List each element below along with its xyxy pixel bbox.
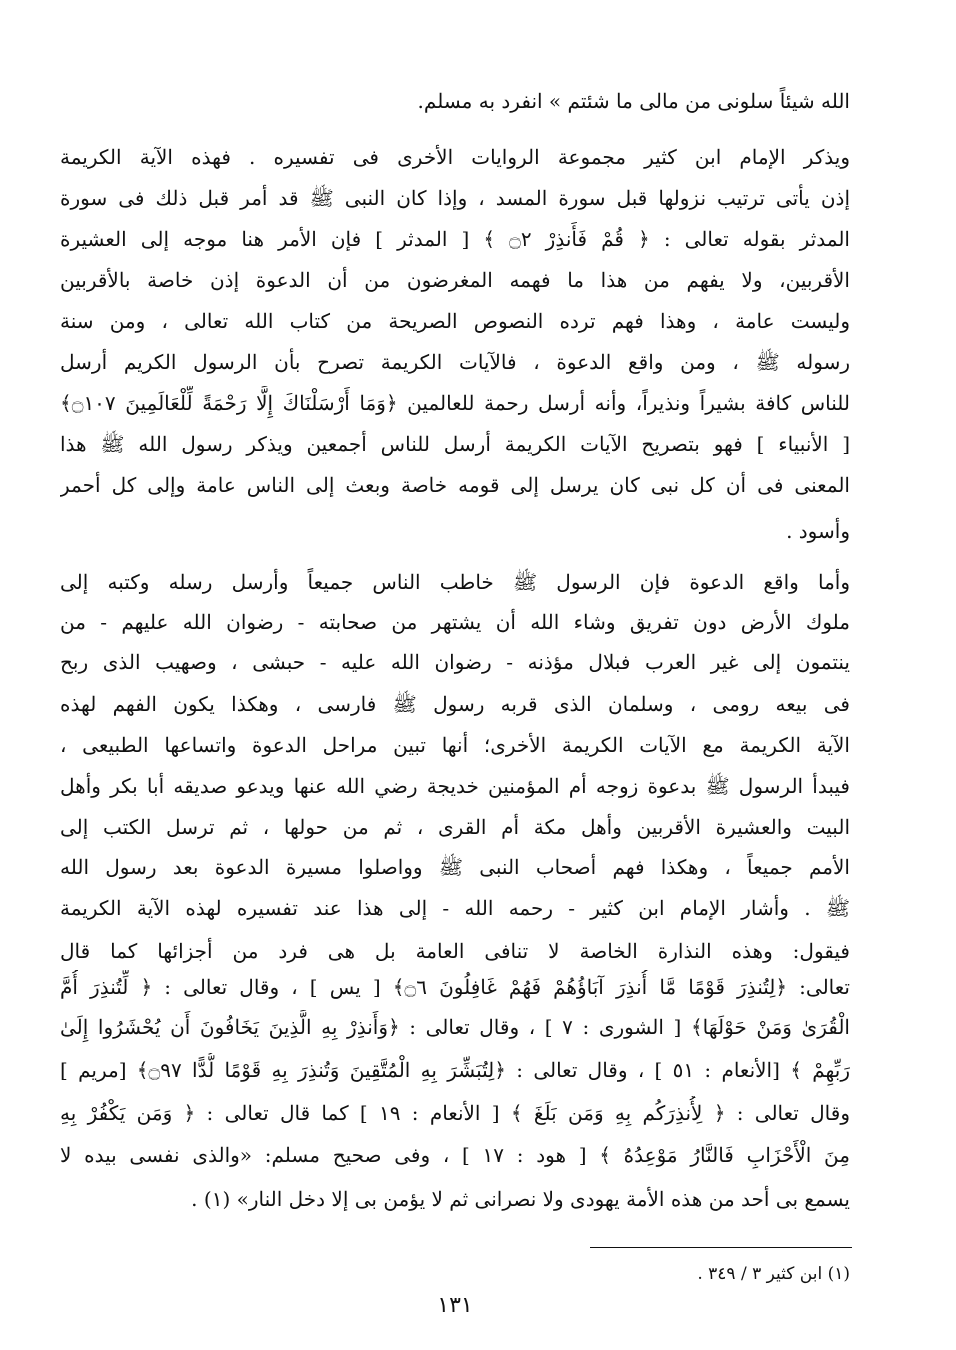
text-line: وأما واقع الدعوة فإن الرسول ﷺ خاطب الناس جميعاً وأرسل رسله وكتبه إلى [60, 570, 850, 594]
text-line: الآية الكريمة مع الآيات الكريمة الأخرى؛ أنها تبين مراحل الدعوة واتساعها الطبيعى ، [60, 733, 850, 757]
text-line: فيقول: وهذه النذارة الخاصة لا تنافى العامة بل هى فرد من أجزائها كما قال [60, 939, 850, 963]
text-line: رَبِّهِمْ ﴾ [الأنعام : ٥١ ] ، وقال تعالى : ﴿لِتُبَشِّرَ بِهِ الْمُتَّقِينَ وَتُنذِرَ بِهِ قَوْمًا لُّدًّا ۝٩٧﴾ [مريم ] [60, 1058, 850, 1082]
text-line: الله شيئاً سلونى من مالى ما شئتم » انفرد به مسلم. [417, 89, 850, 113]
text-line: وأسود . [786, 519, 850, 543]
footnote-divider [590, 1247, 852, 1248]
text-line: فى بيعه رومى ، وسلمان الذى قربه رسول ﷺ فارسى ، وهكذا يكون الفهم لهذه [60, 692, 850, 716]
text-line: مِنَ الْأَحْزَابِ فَالنَّارُ مَوْعِدُهُ ﴾ [ هود : ١٧ ] ، وفى صحيح مسلم: «والذى نفسى بيده لا [60, 1143, 850, 1167]
text-line: الأقربين، ولا يفهم من هذا ما فهمه المغرضون من أن الدعوة إذن خاصة بالأقربين [60, 268, 850, 292]
text-line: وليست عامة ، وهذا فهم ترده النصوص الصريحة من كتاب الله تعالى ، ومن سنة [60, 309, 850, 333]
text-line: تعالى: ﴿لِتُنذِرَ قَوْمًا مَّا أُنذِرَ آبَاؤُهُمْ فَهُمْ غَافِلُونَ ۝٦﴾ [ يس ] ، وقال تعالى : ﴿ لِّتُنذِرَ أُمَّ [60, 975, 850, 999]
text-line: المدثر بقوله تعالى : ﴿ قُمْ فَأَنذِرْ ۝٢ ﴾ [ المدثر ] فإن الأمر هنا موجه إلى العشيرة [60, 227, 850, 251]
text-line: ويذكر الإمام ابن كثير مجموعة الروايات الأخرى فى تفسيره . فهذه الآية الكريمة [60, 145, 850, 169]
text-line: المعنى فى أن كل نبى كان يرسل إلى قومه خاصة وبعث إلى الناس عامة وإلى كل أحمر [60, 473, 850, 497]
text-line: ﷺ . وأشار الإمام ابن كثير - رحمه الله - إلى هذا عند تفسيره لهذه الآية الكريمة [60, 896, 850, 920]
footnote: (١) ابن كثير ٣ / ٣٤٩ . [697, 1264, 850, 1284]
text-line: ملوك الأرض دون تفريق وشاء الله أن يشتهر من صحابته - رضوان الله عليهم - من [60, 610, 850, 634]
book-page [60, 0, 850, 1350]
text-line: يسمع بى أحد من هذه الأمة يهودى ولا نصرانى ثم لا يؤمن بى إلا دخل النار» (١) . [191, 1187, 850, 1211]
text-line: ينتمون إلى غير العرب فبلال مؤذنه - رضوان الله عليه - حبشى ، وصهيب الذى ربح [60, 650, 850, 674]
page-number: ١٣١ [437, 1293, 473, 1318]
text-line: إذن يأتى ترتيب نزولها قبل سورة المسد ، وإذا كان النبى ﷺ قد أمر قبل ذلك فى سورة [60, 186, 850, 210]
text-line: للناس كافة بشيراً ونذيراً، وأنه أرسل رحمة للعالمين ﴿وَمَا أَرْسَلْنَاكَ إِلَّا رَحْمَةً لِّلْعَالَمِينَ ۝١٠٧﴾ [60, 391, 850, 415]
text-line: رسوله ﷺ ، ومن واقع الدعوة ، فالآيات الكريمة تصرح بأن الرسول الكريم أرسل [60, 350, 850, 374]
text-line: الأمم جميعاً ، وهكذا فهم أصحاب النبى ﷺ وواصلوا مسيرة الدعوة بعد رسول الله [60, 855, 850, 879]
text-line: فيبدأ الرسول ﷺ بدعوة زوجه أم المؤمنين خديجة رضي الله عنها ويدعو صديقه أبا بكر وأهل [60, 774, 850, 798]
text-line: وقال تعالى : ﴿ لِأُنذِرَكُم بِهِ وَمَن بَلَغَ ﴾ [ الأنعام : ١٩ ] كما قال تعالى : ﴿ وَمَن يَكْفُرْ بِهِ [60, 1101, 850, 1125]
text-line: الْقُرَىٰ وَمَنْ حَوْلَهَا﴾ [ الشورى : ٧ ] ، وقال تعالى : ﴿وَأَنذِرْ بِهِ الَّذِينَ يَخَافُونَ أَن يُحْشَرُوا إِلَىٰ [60, 1015, 850, 1039]
text-line: البيت والعشيرة الأقربين وأهل مكة أم القرى ، ثم من حولها ، ثم ترسل الكتب إلى [60, 815, 850, 839]
text-line: [ الأنبياء ] فهو بتصريح الآيات الكريمة أرسل للناس أجمعين ويذكر رسول الله ﷺ هذا [60, 432, 850, 456]
